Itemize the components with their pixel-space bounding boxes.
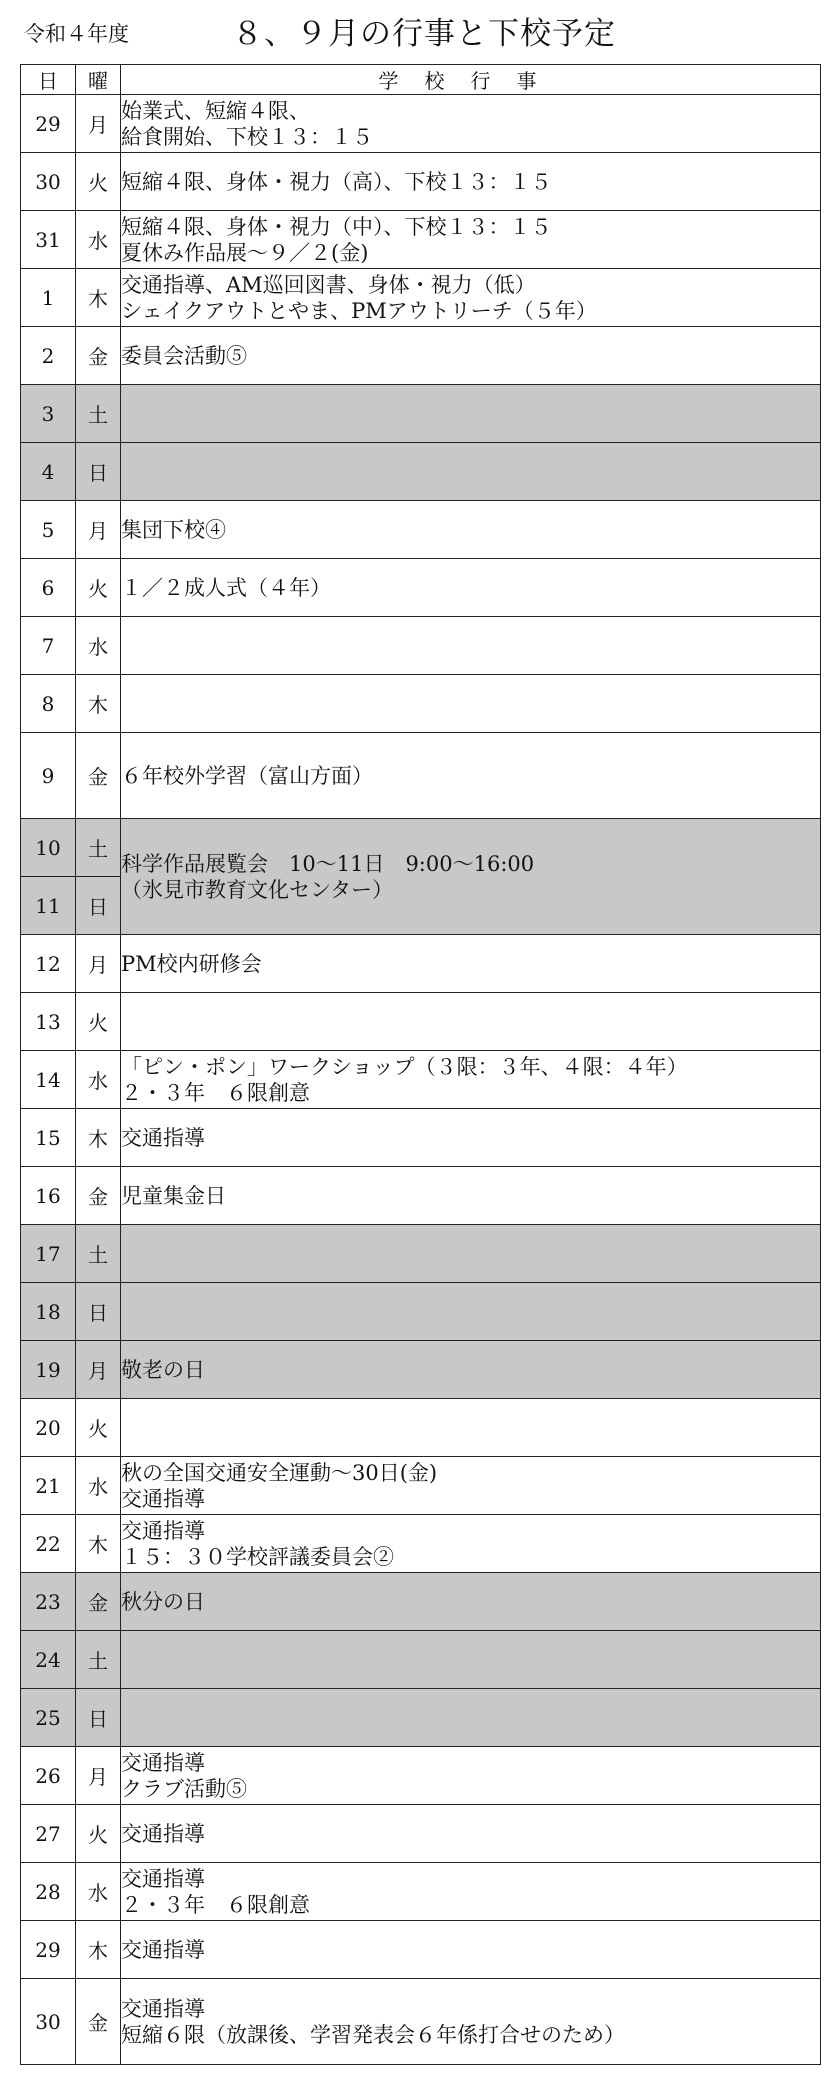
column-header-event: 学校行事 — [121, 65, 821, 95]
day-cell: 14 — [21, 1051, 76, 1109]
event-cell — [121, 501, 821, 559]
day-cell: 13 — [21, 993, 76, 1051]
weekday-cell: 月 — [76, 501, 121, 559]
weekday-cell: 水 — [76, 1863, 121, 1921]
day-cell: 27 — [21, 1805, 76, 1863]
event-cell — [121, 1921, 821, 1979]
table-row — [21, 1921, 821, 1979]
weekday-cell: 土 — [76, 1225, 121, 1283]
event-line: 短縮４限、身体・視力（中）、下校１３：１５ — [121, 214, 552, 239]
event-cell — [121, 1631, 821, 1689]
event-cell — [121, 1283, 821, 1341]
weekday-cell: 火 — [76, 153, 121, 211]
table-row — [21, 1573, 821, 1631]
table-row — [21, 935, 821, 993]
event-line: 科学作品展覧会 10～11日 9:00～16:00 — [121, 851, 535, 876]
day-cell: 20 — [21, 1399, 76, 1457]
event-cell — [121, 1399, 821, 1457]
event-line: 児童集金日 — [121, 1183, 226, 1208]
schedule-body — [21, 95, 821, 2065]
weekday-cell: 土 — [76, 819, 121, 877]
weekday-cell: 日 — [76, 443, 121, 501]
column-header-dow: 曜 — [76, 65, 121, 95]
event-cell — [121, 935, 821, 993]
day-cell: 31 — [21, 211, 76, 269]
weekday-cell: 木 — [76, 1515, 121, 1573]
day-cell: 3 — [21, 385, 76, 443]
event-cell — [121, 95, 821, 153]
fiscal-year: 令和４年度 — [24, 22, 129, 46]
event-cell — [121, 385, 821, 443]
day-cell: 15 — [21, 1109, 76, 1167]
table-header-row — [21, 65, 821, 95]
table-row — [21, 1051, 821, 1109]
event-cell — [121, 559, 821, 617]
event-cell — [121, 993, 821, 1051]
table-row — [21, 993, 821, 1051]
event-cell — [121, 1573, 821, 1631]
table-row — [21, 385, 821, 443]
day-cell: 18 — [21, 1283, 76, 1341]
event-cell — [121, 675, 821, 733]
event-cell — [121, 1457, 821, 1515]
day-cell: 9 — [21, 733, 76, 819]
event-cell — [121, 1341, 821, 1399]
weekday-cell: 金 — [76, 1573, 121, 1631]
event-line: ２・３年 ６限創意 — [121, 1080, 310, 1105]
event-cell — [121, 1979, 821, 2065]
weekday-cell: 月 — [76, 935, 121, 993]
table-row — [21, 95, 821, 153]
day-cell: 23 — [21, 1573, 76, 1631]
day-cell: 10 — [21, 819, 76, 877]
event-line: １５：３０学校評議委員会② — [121, 1544, 394, 1569]
day-cell: 28 — [21, 1863, 76, 1921]
table-row — [21, 733, 821, 819]
event-cell — [121, 1863, 821, 1921]
column-header-day: 日 — [21, 65, 76, 95]
event-cell — [121, 269, 821, 327]
event-line: 敬老の日 — [121, 1357, 205, 1382]
event-line: 委員会活動⑤ — [121, 343, 247, 368]
event-line: 交通指導 — [121, 1125, 205, 1150]
weekday-cell: 火 — [76, 993, 121, 1051]
table-row — [21, 1631, 821, 1689]
day-cell: 4 — [21, 443, 76, 501]
page-title: ８、９月の行事と下校予定 — [232, 16, 616, 52]
table-row — [21, 1979, 821, 2065]
weekday-cell: 水 — [76, 211, 121, 269]
weekday-cell: 土 — [76, 385, 121, 443]
table-row — [21, 1283, 821, 1341]
event-line: 夏休み作品展～９／２(金) — [121, 240, 369, 265]
day-cell: 5 — [21, 501, 76, 559]
event-line: 交通指導 — [121, 1866, 205, 1891]
weekday-cell: 水 — [76, 1051, 121, 1109]
table-row — [21, 1515, 821, 1573]
table-row — [21, 327, 821, 385]
event-line: 「ピン・ポン」ワークショップ（３限：３年、４限：４年） — [121, 1054, 688, 1079]
event-cell — [121, 443, 821, 501]
event-cell — [121, 1515, 821, 1573]
event-line: クラブ活動⑤ — [121, 1776, 247, 1801]
day-cell: 16 — [21, 1167, 76, 1225]
event-cell — [121, 617, 821, 675]
weekday-cell: 金 — [76, 1167, 121, 1225]
table-row — [21, 211, 821, 269]
event-cell — [121, 1051, 821, 1109]
event-cell — [121, 153, 821, 211]
weekday-cell: 木 — [76, 269, 121, 327]
table-row — [21, 1457, 821, 1515]
weekday-cell: 火 — [76, 1399, 121, 1457]
day-cell: 30 — [21, 1979, 76, 2065]
day-cell: 24 — [21, 1631, 76, 1689]
event-line: 交通指導 — [121, 1518, 205, 1543]
event-cell — [121, 1167, 821, 1225]
table-row — [21, 269, 821, 327]
event-line: 短縮４限、身体・視力（高）、下校１３：１５ — [121, 169, 552, 194]
table-row — [21, 1399, 821, 1457]
event-line: 交通指導 — [121, 1937, 205, 1962]
weekday-cell: 月 — [76, 1747, 121, 1805]
table-row — [21, 1341, 821, 1399]
event-cell — [121, 1109, 821, 1167]
event-line: PM校内研修会 — [121, 951, 262, 976]
table-row — [21, 617, 821, 675]
table-row — [21, 501, 821, 559]
event-line: 集団下校④ — [121, 517, 226, 542]
schedule-table — [20, 64, 821, 2065]
weekday-cell: 金 — [76, 733, 121, 819]
day-cell: 2 — [21, 327, 76, 385]
day-cell: 25 — [21, 1689, 76, 1747]
table-row — [21, 1689, 821, 1747]
event-cell — [121, 327, 821, 385]
day-cell: 29 — [21, 95, 76, 153]
page-header — [0, 0, 836, 64]
weekday-cell: 水 — [76, 1457, 121, 1515]
event-cell — [121, 1689, 821, 1747]
table-row — [21, 675, 821, 733]
event-line: １／２成人式（４年） — [121, 575, 331, 600]
table-row — [21, 1863, 821, 1921]
table-row — [21, 443, 821, 501]
day-cell: 22 — [21, 1515, 76, 1573]
event-line: 始業式、短縮４限、 — [121, 98, 310, 123]
day-cell: 30 — [21, 153, 76, 211]
day-cell: 7 — [21, 617, 76, 675]
table-row — [21, 1747, 821, 1805]
event-line: 秋分の日 — [121, 1589, 205, 1614]
table-row — [21, 1109, 821, 1167]
day-cell: 21 — [21, 1457, 76, 1515]
weekday-cell: 火 — [76, 1805, 121, 1863]
table-row — [21, 1225, 821, 1283]
event-cell — [121, 1747, 821, 1805]
event-line: シェイクアウトとやま、PMアウトリーチ（５年） — [121, 298, 597, 323]
weekday-cell: 土 — [76, 1631, 121, 1689]
day-cell: 1 — [21, 269, 76, 327]
event-line: ６年校外学習（富山方面） — [121, 763, 373, 788]
event-line: （氷見市教育文化センター） — [121, 877, 394, 902]
event-cell — [121, 733, 821, 819]
weekday-cell: 金 — [76, 327, 121, 385]
weekday-cell: 日 — [76, 1689, 121, 1747]
table-row — [21, 1167, 821, 1225]
weekday-cell: 木 — [76, 1109, 121, 1167]
weekday-cell: 木 — [76, 675, 121, 733]
weekday-cell: 月 — [76, 95, 121, 153]
day-cell: 17 — [21, 1225, 76, 1283]
table-row — [21, 559, 821, 617]
event-line: 秋の全国交通安全運動～30日(金) — [121, 1460, 438, 1485]
table-row — [21, 819, 821, 877]
event-line: 交通指導 — [121, 1486, 205, 1511]
day-cell: 26 — [21, 1747, 76, 1805]
event-line: 交通指導 — [121, 1750, 205, 1775]
event-line: 交通指導 — [121, 1821, 205, 1846]
event-line: 交通指導 — [121, 1996, 205, 2021]
event-line: 給食開始、下校１３：１５ — [121, 124, 373, 149]
day-cell: 11 — [21, 877, 76, 935]
weekday-cell: 火 — [76, 559, 121, 617]
day-cell: 6 — [21, 559, 76, 617]
weekday-cell: 日 — [76, 1283, 121, 1341]
day-cell: 29 — [21, 1921, 76, 1979]
weekday-cell: 水 — [76, 617, 121, 675]
event-cell — [121, 819, 821, 935]
event-line: 短縮６限（放課後、学習発表会６年係打合せのため） — [121, 2022, 625, 2047]
event-line: 交通指導、AM巡回図書、身体・視力（低） — [121, 272, 536, 297]
weekday-cell: 木 — [76, 1921, 121, 1979]
day-cell: 19 — [21, 1341, 76, 1399]
event-cell — [121, 1805, 821, 1863]
weekday-cell: 月 — [76, 1341, 121, 1399]
weekday-cell: 日 — [76, 877, 121, 935]
weekday-cell: 金 — [76, 1979, 121, 2065]
event-line: ２・３年 ６限創意 — [121, 1892, 310, 1917]
event-cell — [121, 1225, 821, 1283]
day-cell: 12 — [21, 935, 76, 993]
table-row — [21, 1805, 821, 1863]
day-cell: 8 — [21, 675, 76, 733]
table-row — [21, 153, 821, 211]
event-cell — [121, 211, 821, 269]
